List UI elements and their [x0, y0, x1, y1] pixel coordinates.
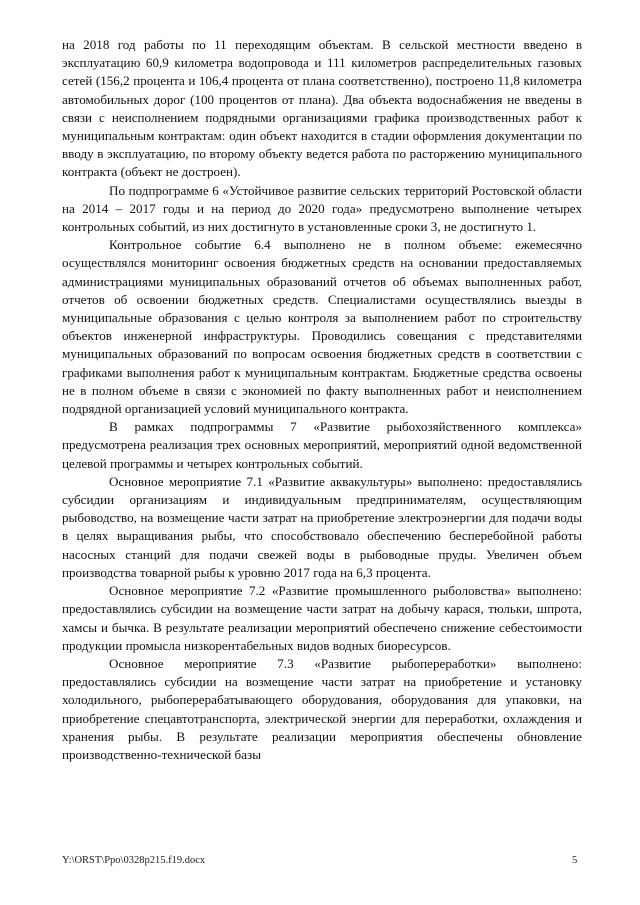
paragraph-continuation: на 2018 год работы по 11 переходящим объектам. В сельской местности введено в эксплуатацию 60,9 километра водопровода и 111 километров распределительных газовых сетей (156,2 процента и 106,4 процента от плана соответственно), построено 11,8 километра автомобильных дорог (100 процентов от плана). Два объекта водоснабжения не введены в связи с неисполнением подрядными организациями графика производственных работ к муниципальным контрактам: один объект находится в стадии оформления документации по вводу в эксплуатацию, по второму объекту ведется работа по расторжению муниципального контракта (объект не достроен). [62, 37, 582, 180]
paragraph-measure-7-2: Основное мероприятие 7.2 «Развитие промышленного рыболовства» выполнено: предоставлялись субсидии на возмещение части затрат на добычу карася, тюльки, шпрота, хамсы и бычка. В результате реализации мероприятий обеспечено снижение себестоимости продукции промысла низкорентабельных видов водных биоресурсов. [62, 583, 582, 653]
page-body [62, 36, 582, 764]
paragraph-subprogram-7: В рамках подпрограммы 7 «Развитие рыбохозяйственного комплекса» предусмотрена реализация трех основных мероприятий, мероприятий одной ведомственной целевой программы и четырех контрольных событий. [62, 419, 582, 471]
page-number: 5 [572, 855, 578, 866]
paragraph-control-event-6-4: Контрольное событие 6.4 выполнено не в полном объеме: ежемесячно осуществлялся мониторинг освоения бюджетных средств на основании предоставляемых администрациями муниципальных образований отчетов об объемах выполненных работ, отчетов об освоении бюджетных средств. Специалистами осуществлялись выезды в муниципальные образования с целью контроля за выполнением работ по строительству объектов инженерной инфраструктуры. Проводились совещания с представителями муниципальных образований по вопросам освоения бюджетных средств в соответствии с графиками выполнения работ к муниципальным контрактам. Бюджетные средства освоены не в полном объеме в связи с экономией по факту выполненных работ и неисполнением подрядной организацией условий муниципального контракта. [62, 237, 582, 417]
paragraph-measure-7-1: Основное мероприятие 7.1 «Развитие аквакультуры» выполнено: предоставлялись субсидии организациям и индивидуальным предпринимателям, осуществляющим рыбоводство, на возмещение части затрат на приобретение электроэнергии для подачи воды в целях выращивания рыбы, что способствовало обеспечению бесперебойной работы насосных станций для подачи свежей воды в рыбоводные пруды. Увеличен объем производства товарной рыбы к уровню 2017 года на 6,3 процента. [62, 473, 582, 580]
paragraph-subprogram-6: По подпрограмме 6 «Устойчивое развитие сельских территорий Ростовской области на 2014 – 2017 годы и на период до 2020 года» предусмотрено выполнение четырех контрольных событий, из них достигнуто в установленные сроки 3, не достигнуто 1. [62, 182, 582, 235]
paragraph-measure-7-3: Основное мероприятие 7.3 «Развитие рыбопереработки» выполнено: предоставлялись субсидии на возмещение части затрат на приобретение и установку холодильного, рыбоперерабатывающего оборудования, оборудования для упаковки, на приобретение спецавтотранспорта, электрической энергии для переработки, охлаждения и хранения рыбы. В результате реализации мероприятия обеспечены обновление производственно-технической базы [62, 655, 582, 762]
footer-file-path: Y:\ORST\Ppo\0328p215.f19.docx [62, 855, 206, 866]
